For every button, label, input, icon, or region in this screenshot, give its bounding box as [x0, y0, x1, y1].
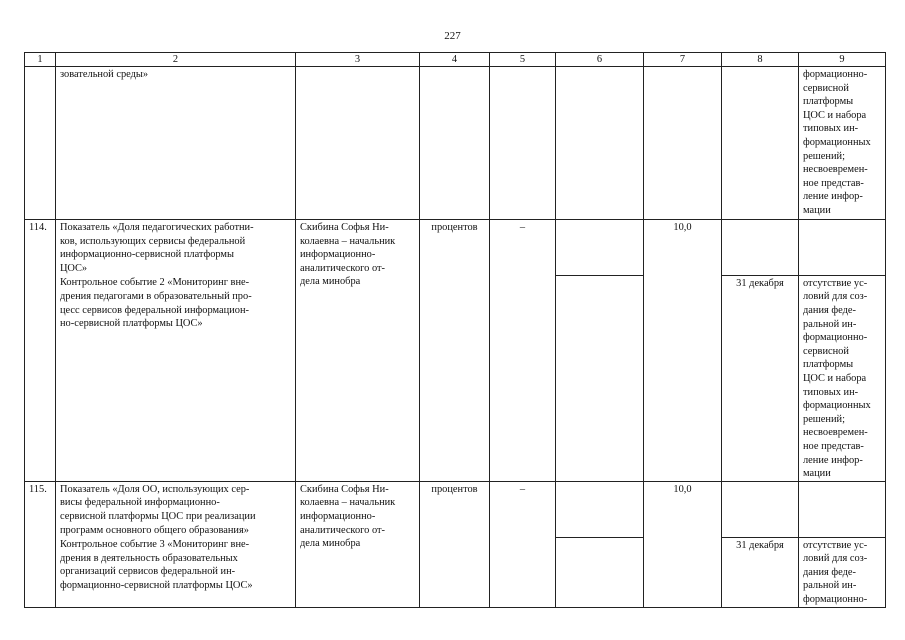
header-cell: 2 — [56, 53, 296, 67]
table-cell — [556, 481, 644, 537]
value-col5: – — [490, 481, 556, 607]
table-cell — [799, 220, 886, 276]
table-row — [25, 220, 886, 276]
table-cell — [25, 67, 56, 220]
continued-text: зовательной среды» — [56, 67, 296, 220]
table-cell — [556, 67, 644, 220]
indicator-text: Показатель «Доля педагогических работни- ков, использующих сервисы федеральной информационно-сервисной платформы ЦОС» — [56, 220, 296, 276]
table-cell — [722, 481, 799, 537]
table-cell — [490, 67, 556, 220]
risk-text: отсутствие ус- ловий для соз- дания феде- ральной ин- формационно- — [799, 537, 886, 607]
table-cell — [556, 537, 644, 607]
table-cell — [722, 67, 799, 220]
header-cell: 6 — [556, 53, 644, 67]
row-number: 115. — [25, 481, 56, 607]
header-cell: 5 — [490, 53, 556, 67]
indicator-text: Показатель «Доля ОО, использующих сер- висы федеральной информационно- сервисной платформы ЦОС при реализации программ основного общего образования» — [56, 481, 296, 537]
table-cell — [556, 220, 644, 276]
table-cell — [296, 67, 420, 220]
header-cell: 1 — [25, 53, 56, 67]
header-cell: 7 — [644, 53, 722, 67]
continued-risk: формационно- сервисной платформы ЦОС и набора типовых ин- формационных решений; несвоевремен- ное представ- ление инфор- мации — [799, 67, 886, 220]
continuation-row — [25, 67, 886, 220]
table-cell — [799, 481, 886, 537]
header-cell: 3 — [296, 53, 420, 67]
plan-table — [24, 52, 886, 608]
value-col5: – — [490, 220, 556, 482]
header-cell: 4 — [420, 53, 490, 67]
control-event-text: Контрольное событие 3 «Мониторинг вне- дрения в деятельность образовательных организаций сервисов федеральной ин- формационно-сервисной платформы ЦОС» — [56, 537, 296, 607]
header-cell: 8 — [722, 53, 799, 67]
table-cell — [420, 67, 490, 220]
deadline: 31 декабря — [722, 275, 799, 481]
table-row — [25, 481, 886, 537]
responsible-person: Скибина Софья Ни- колаевна – начальник информационно- аналитического от- дела минобра — [296, 220, 420, 482]
deadline: 31 декабря — [722, 537, 799, 607]
table-cell — [644, 67, 722, 220]
header-row — [25, 53, 886, 67]
target-value: 10,0 — [644, 481, 722, 607]
risk-text: отсутствие ус- ловий для соз- дания феде- ральной ин- формационно- сервисной платформы ЦОС и набора типовых ин- формационных решений; несвоевремен- ное представ- ление инфор- мации — [799, 275, 886, 481]
table-cell — [556, 275, 644, 481]
unit: процентов — [420, 220, 490, 482]
responsible-person: Скибина Софья Ни- колаевна – начальник информационно- аналитического от- дела минобра — [296, 481, 420, 607]
page-number: 227 — [444, 30, 461, 42]
target-value: 10,0 — [644, 220, 722, 482]
row-number: 114. — [25, 220, 56, 482]
table-cell — [722, 220, 799, 276]
unit: процентов — [420, 481, 490, 607]
control-event-text: Контрольное событие 2 «Мониторинг вне- дрения педагогами в образовательный про- цесс сервисов федеральной информацион- но-сервисной платформы ЦОС» — [56, 275, 296, 481]
header-cell: 9 — [799, 53, 886, 67]
